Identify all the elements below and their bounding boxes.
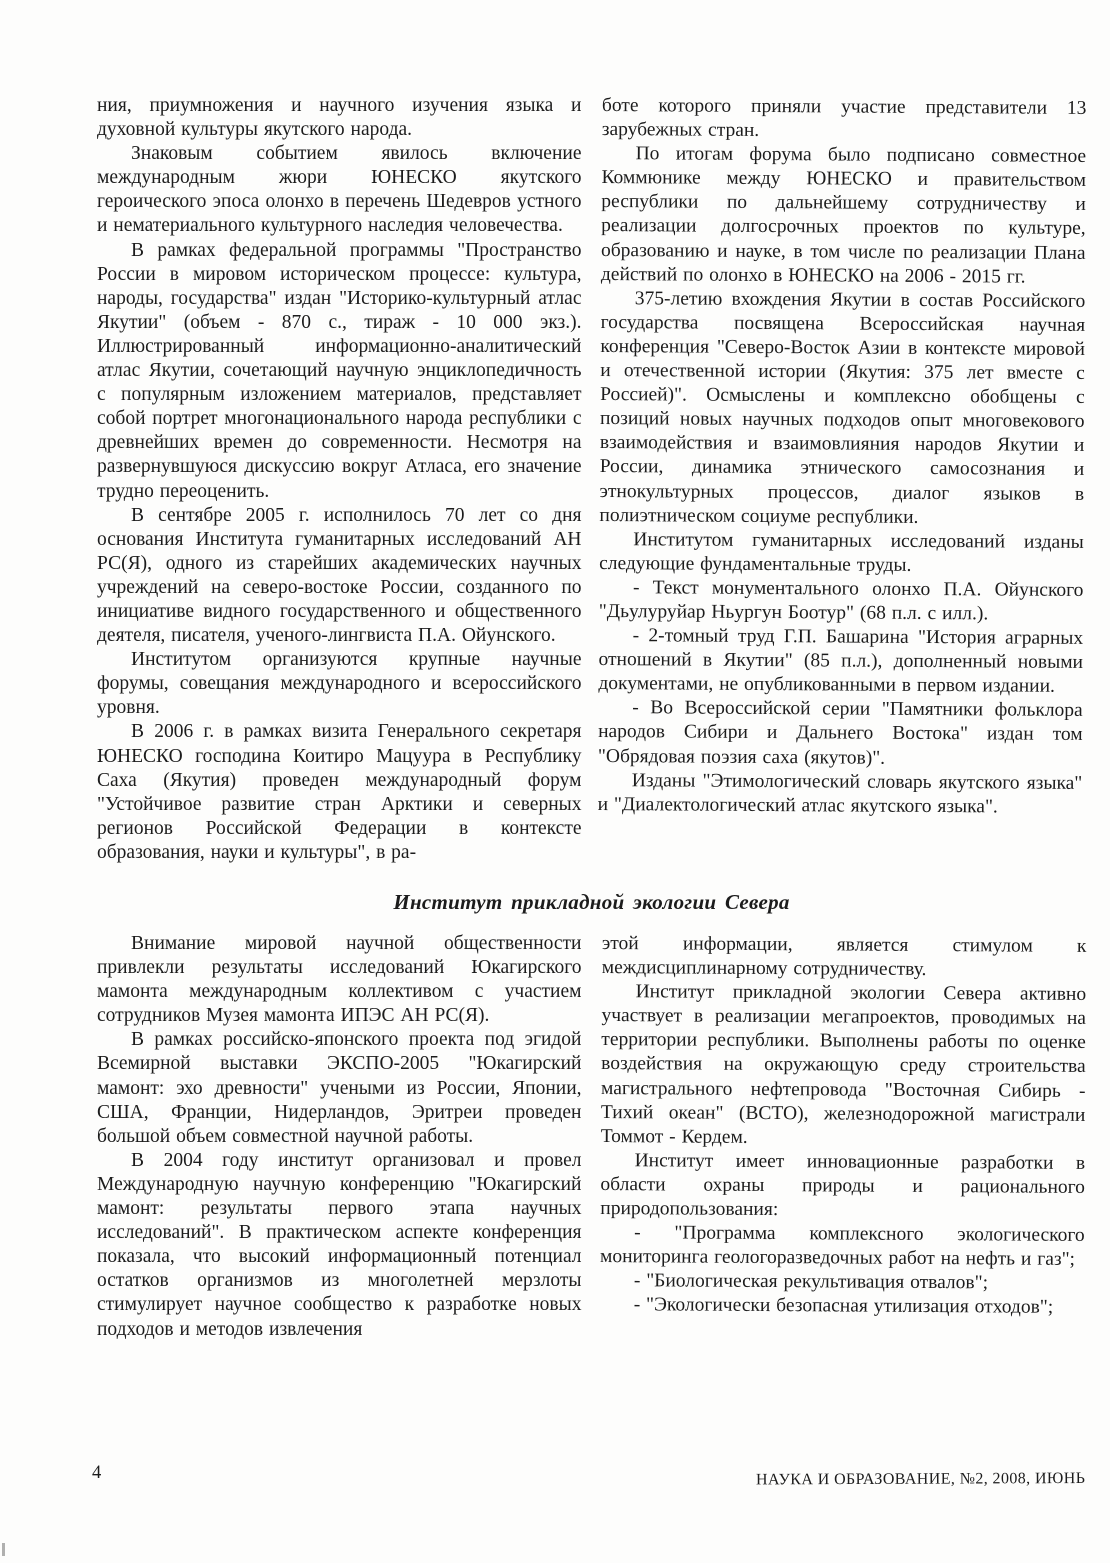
paragraph: Институт имеет инновационные разработки в области охраны природы и рационального природопользования: [599, 1150, 1085, 1221]
paragraph: Изданы "Этимологический словарь якутского языка" и "Диалектологический атлас якутского языка". [597, 769, 1082, 818]
paragraph: В 2004 году институт организовал и провел Международную научную конференцию "Юкагирский мамонт: результаты первого этапа научных исследований". В практическом аспекте конференция показала, что высокий информационный потенциал остатков организмов из многолетней мерзлоты стимулирует научное сообщество к разработке новых подходов и методов извлечения [97, 1149, 582, 1340]
paragraph: - "Экологически безопасная утилизация отходов"; [633, 1294, 1053, 1319]
bottom-two-column-block [97, 932, 1086, 1342]
paragraph: Институтом гуманитарных исследований изданы следующие фундаментальные труды. [598, 528, 1084, 576]
paragraph: Знаковым событием явилось включение международным жюри ЮНЕСКО якутского героического эпоса олонхо в перечень Шедевров устного и нематериального культурного наследия человечества. [97, 143, 582, 237]
paragraph: Институтом организуются крупные научные форумы, совещания международного и всероссийского уровня. [97, 649, 582, 719]
paragraph: - Во Всероссийской серии "Памятники фольклора народов Сибири и Дальнего Востока" издан том "Обрядовая поэзия саха (якутов)". [597, 697, 1083, 769]
page-content [97, 94, 1086, 1342]
paragraph: - Текст монументального олонхо П.А. Ойунского "Дьулуруйар Ньургун Боотур" (68 п.л. с илл.). [598, 577, 1084, 625]
paragraph: Внимание мировой научной общественности привлекли результаты исследований Юкагирского мамонта международным коллективом с участием сотрудников Музея мамонта ИПЭС АН РС(Я). [97, 933, 582, 1027]
paragraph: Институт прикладной экологии Севера активно участвует в реализации мегапроектов, проводимых на территории республики. Выполнены работы по оценке воздействия на окружающую среду строительства магистрального нефтепровода "Восточная Сибирь - Тихий океан" (ВСТО), железнодорожной магистрали Томмот - Кердем. [600, 981, 1086, 1148]
paragraph: ния, приумножения и научного изучения языка и духовной культуры якутского народа. [97, 95, 582, 141]
top-left-column [97, 94, 582, 865]
top-two-column-block [97, 94, 1086, 865]
top-right-column [597, 94, 1086, 868]
paragraph: В рамках федеральной программы "Пространство России в мировом историческом процессе: культура, народы, государства" издан "Историко-культурный атлас Якутии" (объем - 870 с., тираж - 10 000 экз.). Иллюстрированный информационно-аналитический атлас Якутии, сочетающий научную энциклопедичность с популярным изложением материалов, представляет собой портрет многонационального народа республики с древнейших времен до современности. Несмотря на развернувшуюся дискуссию вокруг Атласа, его значение трудно переоценить. [97, 239, 582, 502]
paragraph: По итогам форума было подписано совместное Коммюнике между ЮНЕСКО и правительством республики по дальнейшему сотрудничеству и реализации долгосрочных проектов по культуре, образованию и науке, в том числе по реализации Плана действий по олонхо в ЮНЕСКО на 2006 - 2015 гг. [600, 143, 1086, 288]
paragraph: этой информации, является стимулом к междисциплинарному сотрудничеству. [601, 933, 1086, 981]
paragraph: В рамках российско-японского проекта под эгидой Всемирной выставки ЭКСПО-2005 "Юкагирский мамонт: эхо древности" учеными из России, Японии, США, Франции, Нидерландов, Эритреи проведен большой объем совместной научной работы. [97, 1029, 582, 1147]
paragraph: 375-летию вхождения Якутии в состав Российского государства посвящена Всероссийская научная конференция "Северо-Восток Азии в контексте мировой и отечественной истории (Якутия: 375 лет вместе с Россией)". Осмыслены и комплексно обобщены с позиций новых научных подходов опыт многовекового взаимодействия и взаимовлияния народов Якутии и России, динамика этнического самосознания и этнокультурных процессов, диалог языков в полиэтническом социуме республики. [598, 287, 1085, 528]
scan-artifact [2, 1543, 5, 1556]
paragraph: В 2006 г. в рамках визита Генерального секретаря ЮНЕСКО господина Коитиро Мацуура в Республику Саха (Якутия) проведен международный форум "Устойчивое развитие стран Арктики и северных регионов Российской Федерации в контексте образования, науки и культуры", в ра- [97, 721, 582, 863]
bottom-left-column [97, 932, 582, 1342]
section-heading: Институт прикладной экологии Севера [393, 890, 790, 914]
bottom-right-column [599, 932, 1086, 1345]
paragraph: В сентябре 2005 г. исполнилось 70 лет со дня основания Института гуманитарных исследований АН РС(Я), одного из старейших академических научных учреждений на северо-востоке России, созданного по инициативе видного государственного и общественного деятеля, писателя, ученого-лингвиста П.А. Ойунского. [97, 504, 582, 647]
journal-footer-line: НАУКА И ОБРАЗОВАНИЕ, №2, 2008, ИЮНЬ [755, 1470, 1086, 1489]
paragraph: - "Программа комплексного экологического мониторинга геологоразведочных работ на нефть и газ"; [599, 1222, 1085, 1271]
paragraph: боте которого приняли участие представители 13 зарубежных стран. [601, 94, 1086, 142]
paragraph: - 2-томный труд Г.П. Башарина "История аграрных отношений в Якутии" (85 п.л.), дополненный новыми документами, не опубликованными в первом издании. [597, 625, 1083, 698]
page-number: 4 [92, 1463, 102, 1483]
paragraph: - "Биологическая рекультивация отвалов"; [633, 1270, 988, 1294]
